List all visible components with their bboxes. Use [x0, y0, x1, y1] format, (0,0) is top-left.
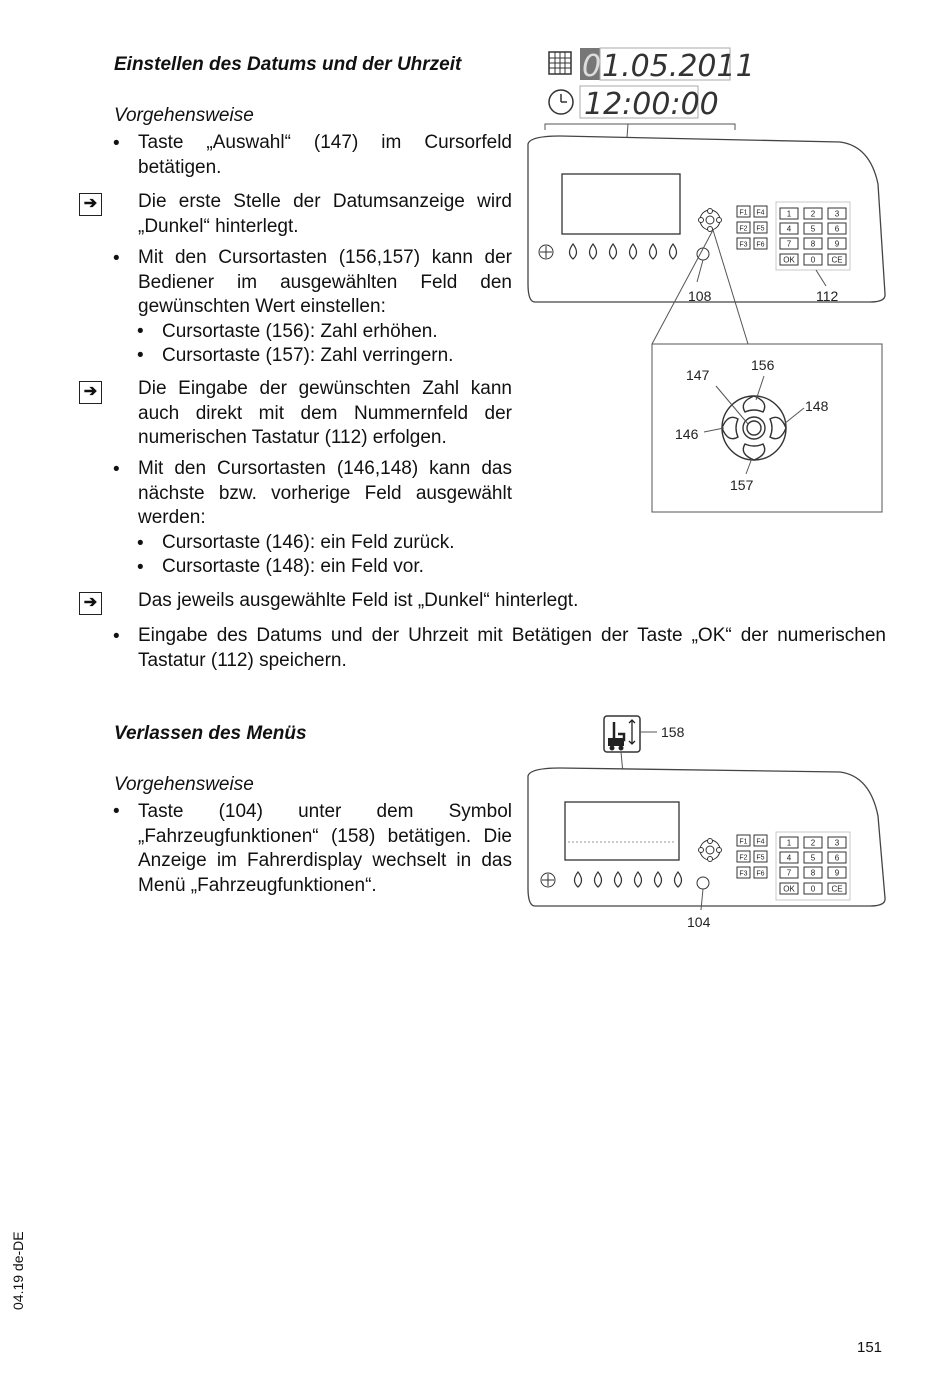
key-ce: CE: [831, 255, 843, 265]
vehicle-functions-icon: [604, 716, 640, 752]
bullet: •: [113, 133, 120, 154]
callout-158: 158: [661, 724, 685, 740]
date-value: 1.05.2011: [602, 49, 755, 84]
driver-display: [562, 174, 680, 234]
procedure-label: Vorgehensweise: [114, 774, 254, 795]
key-6: 6: [834, 853, 840, 863]
clock-icon: [549, 90, 573, 114]
note-text: Die Eingabe der gewünschten Zahl kann auch direkt mit dem Nummernfeld der numerischen Tastatur (112) erfolgen.: [138, 378, 512, 448]
key-f4: F4: [756, 209, 765, 217]
key-f3: F3: [739, 870, 748, 878]
sub-step-text: Cursortaste (156): Zahl erhöhen.: [162, 321, 438, 342]
bullet: •: [113, 248, 120, 269]
time-value: 12:00:00: [584, 87, 719, 122]
key-0: 0: [810, 255, 816, 265]
key-f3: F3: [739, 241, 748, 249]
key-3: 3: [834, 838, 840, 848]
control-panel-figure-date: [520, 44, 890, 519]
key-5: 5: [810, 853, 816, 863]
key-104: [697, 877, 709, 889]
key-ok: OK: [783, 884, 795, 894]
key-f1: F1: [739, 838, 748, 846]
sub-step-text: Cursortaste (157): Zahl verringern.: [162, 345, 454, 366]
arrow-icon: ➔: [79, 592, 102, 615]
callout-148: 148: [805, 398, 829, 414]
callout-108: 108: [688, 288, 712, 304]
callout-112: 112: [816, 288, 839, 304]
section-heading-exit-menu: Verlassen des Menüs: [114, 723, 307, 744]
step-text: Mit den Cursortasten (156,157) kann der Bediener im ausgewählten Feld den gewünschten Wert einstellen:: [138, 247, 512, 317]
note-text: Die erste Stelle der Datumsanzeige wird „Dunkel“ hinterlegt.: [138, 191, 512, 237]
key-1: 1: [786, 209, 792, 219]
key-0: 0: [810, 884, 816, 894]
sub-step-text: Cursortaste (148): ein Feld vor.: [162, 556, 424, 577]
key-4: 4: [786, 224, 792, 234]
key-5: 5: [810, 224, 816, 234]
key-6: 6: [834, 224, 840, 234]
bullet: •: [113, 801, 120, 822]
key-ce: CE: [831, 884, 843, 894]
bullet: •: [137, 345, 144, 366]
bullet: •: [113, 459, 120, 480]
driver-display: [565, 802, 679, 860]
step-text: Taste (104) unter dem Symbol „Fahrzeugfunktionen“ (158) betätigen. Die Anzeige im Fahrerdisplay wechselt in das Menü „Fahrzeugfunktionen“.: [138, 801, 512, 896]
key-7: 7: [786, 239, 792, 249]
callout-104: 104: [687, 914, 711, 930]
key-2: 2: [810, 209, 816, 219]
key-1: 1: [786, 838, 792, 848]
key-f2: F2: [739, 225, 748, 233]
key-f4: F4: [756, 838, 765, 846]
key-8: 8: [810, 868, 816, 878]
arrow-icon: ➔: [79, 193, 102, 216]
callout-146: 146: [675, 426, 699, 442]
step-text: Mit den Cursortasten (146,148) kann das nächste bzw. vorherige Feld ausgewählt werden:: [138, 458, 512, 528]
page-number: 151: [857, 1339, 883, 1356]
section-heading-date-time: Einstellen des Datums und der Uhrzeit: [114, 54, 462, 75]
key-f6: F6: [756, 241, 765, 249]
key-f6: F6: [756, 870, 765, 878]
bullet: •: [137, 321, 144, 342]
callout-157: 157: [730, 477, 754, 493]
key-f5: F5: [756, 854, 765, 862]
arrow-icon: ➔: [79, 381, 102, 404]
step-text: Taste „Auswahl“ (147) im Cursorfeld betätigen.: [138, 132, 512, 178]
horn-key: [697, 248, 709, 260]
callout-147: 147: [686, 367, 710, 383]
key-f5: F5: [756, 225, 765, 233]
callout-156: 156: [751, 357, 775, 373]
date-first-digit: 0: [582, 49, 602, 84]
key-3: 3: [834, 209, 840, 219]
key-f1: F1: [739, 209, 748, 217]
bullet: •: [113, 626, 120, 647]
bullet: •: [137, 533, 144, 554]
key-8: 8: [810, 239, 816, 249]
step-text: Eingabe des Datums und der Uhrzeit mit Betätigen der Taste „OK“ der numerischen Tastatur (112) speichern.: [138, 625, 886, 671]
procedure-label: Vorgehensweise: [114, 105, 254, 126]
edition-note: 04.19 de-DE: [10, 1231, 26, 1310]
calendar-icon: [549, 52, 571, 74]
note-text: Das jeweils ausgewählte Feld ist „Dunkel“ hinterlegt.: [138, 590, 579, 611]
control-panel-figure-exit: [520, 710, 890, 940]
cursor-pad-detail-icon: [722, 396, 786, 460]
key-ok: OK: [783, 255, 795, 265]
key-9: 9: [834, 868, 840, 878]
key-4: 4: [786, 853, 792, 863]
key-7: 7: [786, 868, 792, 878]
key-f2: F2: [739, 854, 748, 862]
sub-step-text: Cursortaste (146): ein Feld zurück.: [162, 532, 455, 553]
bullet: •: [137, 557, 144, 578]
key-9: 9: [834, 239, 840, 249]
key-2: 2: [810, 838, 816, 848]
